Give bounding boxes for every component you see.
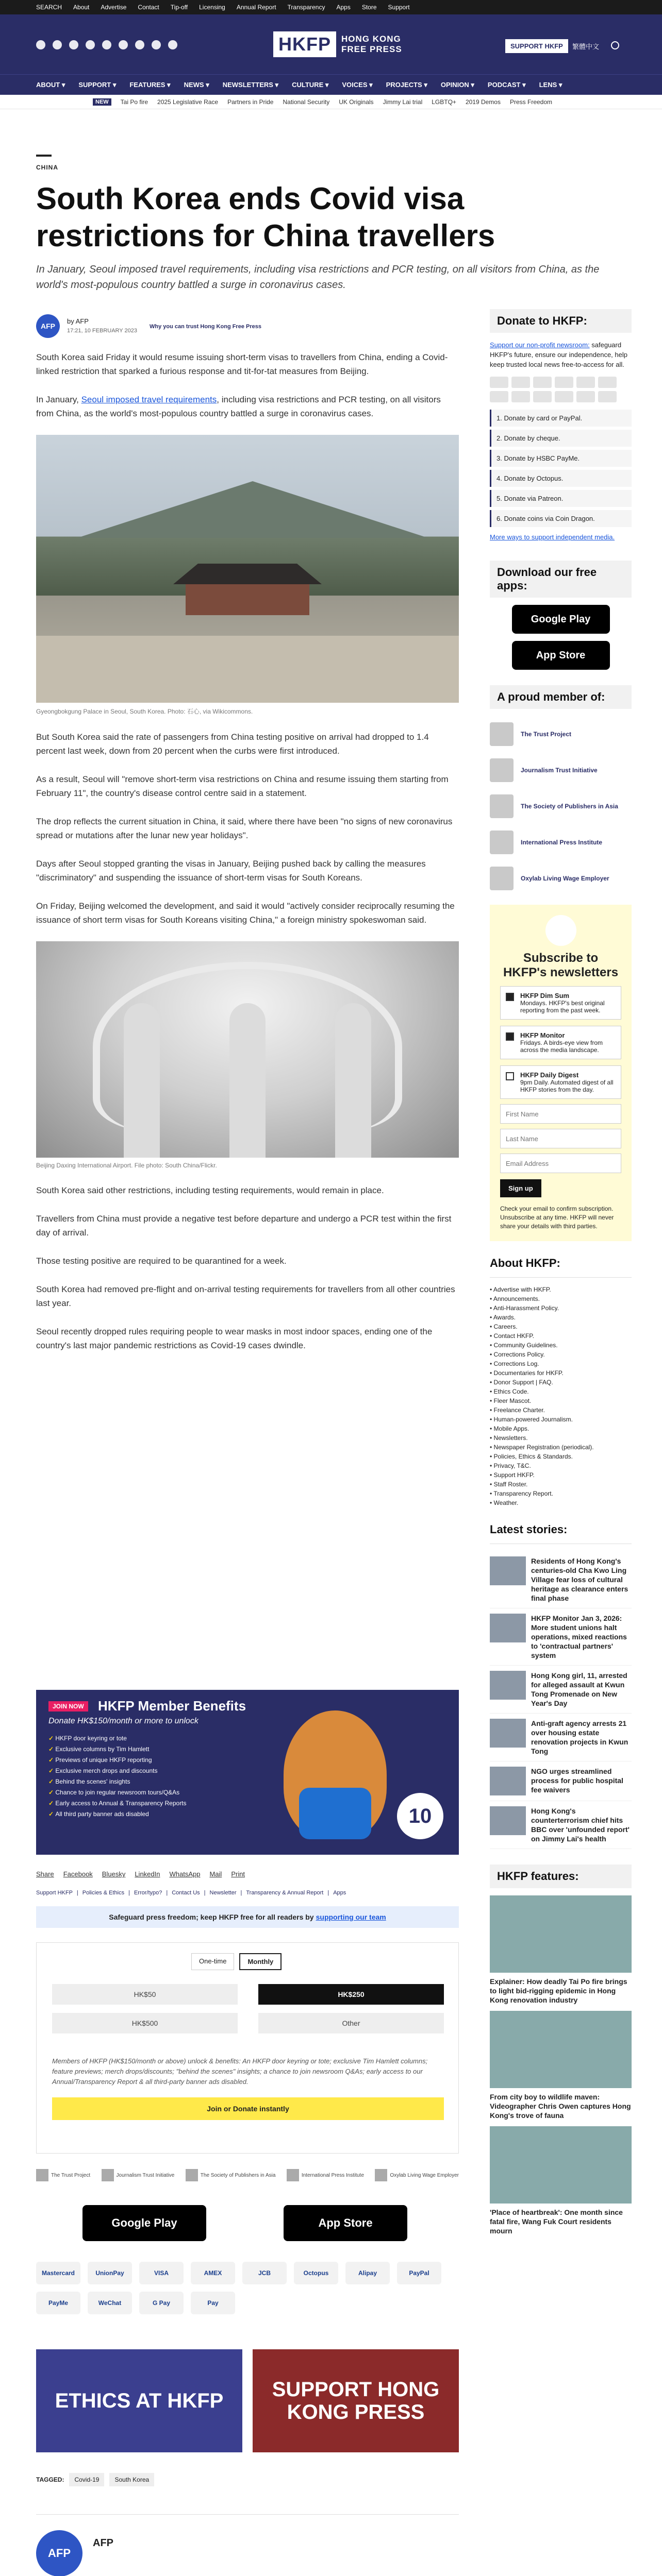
utility-link[interactable]: About (73, 4, 90, 11)
about-link[interactable]: • Weather. (490, 1498, 632, 1507)
member-logo[interactable]: The Society of Publishers in Asia (490, 788, 632, 824)
anniversary-badge: 10 (397, 1793, 443, 1839)
about-link[interactable]: • Donor Support | FAQ. (490, 1378, 632, 1387)
footer-link[interactable]: Error/typo? (134, 1890, 162, 1896)
utility-link[interactable]: Advertise (101, 4, 127, 11)
link-separator: | (240, 1890, 242, 1896)
benefit-item: ✓ Behind the scenes' insights (48, 1776, 187, 1787)
paragraph: South Korea had removed pre-flight and on-arrival testing requirements for travellers from all other countries last year. (36, 1284, 455, 1308)
story-thumbnail (490, 1806, 526, 1835)
first-name-input[interactable] (500, 1104, 621, 1124)
trending-link[interactable]: Partners in Pride (227, 98, 274, 106)
story-title[interactable]: Hong Kong's counterterrorism chief hits BBC over 'unfounded report' on Jimmy Lai's health (531, 1807, 630, 1843)
story-thumbnail (490, 1671, 526, 1700)
paragraph: On Friday, Beijing welcomed the development, and said it would "actively consider reciprocally resuming the issuance of short term visas for South Koreans visiting China," a foreign ministry spokeswoman said. (36, 901, 455, 925)
feature-image[interactable] (490, 1895, 632, 1973)
org-icon (490, 867, 514, 890)
payment-icon: G Pay (139, 2292, 184, 2314)
about-link[interactable]: • Corrections Log. (490, 1359, 632, 1368)
trust-logos (36, 2169, 459, 2181)
newsletter-signup (490, 905, 632, 1241)
logo-icon (36, 2169, 48, 2181)
about-link[interactable]: • Announcements. (490, 1294, 632, 1303)
join-donate-button[interactable]: Join or Donate instantly (52, 2097, 444, 2120)
apps-heading: Download our free apps: (490, 561, 632, 598)
link-separator: | (166, 1890, 168, 1896)
safeguard-banner: Safeguard press freedom; keep HKFP free for all readers by supporting our team (36, 1906, 459, 1928)
payment-icon: Octopus (294, 2262, 338, 2284)
promo-subtitle: Donate HK$150/month or more to unlock (48, 1717, 198, 1725)
tab-monthly[interactable]: Monthly (239, 1953, 282, 1970)
link-separator: | (327, 1890, 329, 1896)
share-link[interactable]: Mail (209, 1870, 222, 1878)
photo-caption: Beijing Daxing International Airport. File photo: South China/Flickr. (36, 1162, 217, 1169)
story-title[interactable]: NGO urges streamlined process for public hospital fee waivers (531, 1767, 623, 1794)
org-icon (490, 831, 514, 854)
logo-icon (186, 2169, 198, 2181)
donate-text: Support our non-profit newsroom: safeguard HKFP's future, ensure our independence, help keep trusted local news free-to-access for all. (490, 341, 627, 368)
share-link[interactable]: Bluesky (102, 1870, 126, 1878)
utility-link[interactable]: Annual Report (236, 4, 276, 11)
donate-option[interactable]: 1. Donate by card or PayPal. (490, 410, 632, 427)
instagram-icon[interactable] (69, 40, 78, 49)
benefit-item: ✓ Chance to join regular newsroom tours/Q&As (48, 1787, 187, 1798)
donation-form (36, 1942, 459, 2154)
member-logo[interactable]: International Press Institute (490, 824, 632, 860)
proud-member-heading: A proud member of: (490, 685, 632, 709)
payment-icon: WeChat (88, 2292, 132, 2314)
about-link[interactable]: • Careers. (490, 1322, 632, 1331)
footer-link[interactable]: Apps (333, 1890, 346, 1896)
logo-text: HONG KONG FREE PRESS (341, 34, 402, 54)
author-avatar-large[interactable]: AFP (36, 2530, 82, 2576)
benefit-item: ✓ Exclusive columns by Tim Hamlett (48, 1744, 187, 1755)
donate-option[interactable]: 2. Donate by cheque. (490, 430, 632, 447)
about-link[interactable]: • Anti-Harassment Policy. (490, 1303, 632, 1313)
share-row (36, 1870, 245, 1878)
org-icon (490, 722, 514, 746)
about-link[interactable]: • Newspaper Registration (periodical). (490, 1443, 632, 1452)
about-link[interactable]: • Human-powered Journalism. (490, 1415, 632, 1424)
trust-logo[interactable]: Journalism Trust Initiative (102, 2169, 175, 2181)
card-icons (490, 377, 632, 402)
paragraph: As a result, Seoul will "remove short-term visa restrictions on China and resume issuing them starting from February 11", the country's disease control centre said in a statement. (36, 774, 449, 798)
about-link[interactable]: • Corrections Policy. (490, 1350, 632, 1359)
about-heading: About HKFP: (490, 1257, 632, 1278)
nav-item[interactable]: NEWS ▾ (184, 81, 209, 89)
about-link[interactable]: • Support HKFP. (490, 1470, 632, 1480)
story-thumbnail (490, 1767, 526, 1795)
trust-logo[interactable]: The Trust Project (36, 2169, 90, 2181)
article-deck: In January, Seoul imposed travel requirements, including visa restrictions and PCR testing, on all visitors from China, as the world's most-populous country battled a surge in coronavirus cases. (36, 264, 600, 291)
facebook-icon[interactable] (36, 40, 45, 49)
about-link[interactable]: • Policies, Ethics & Standards. (490, 1452, 632, 1461)
utility-link[interactable]: Tip-off (170, 4, 188, 11)
more-ways-link[interactable]: More ways to support independent media. (490, 533, 615, 541)
x-icon[interactable] (53, 40, 62, 49)
tag-chip[interactable]: South Korea (109, 2473, 154, 2486)
google-play-button[interactable]: Google Play (82, 2205, 206, 2241)
donate-option[interactable]: 3. Donate by HSBC PayMe. (490, 450, 632, 467)
trust-link[interactable]: Why you can trust Hong Kong Free Press (150, 324, 261, 330)
nav-item[interactable]: LENS ▾ (539, 81, 562, 89)
nav-item[interactable]: OPINION ▾ (440, 81, 474, 89)
paragraph: South Korea said other restrictions, including testing requirements, would remain in place. (36, 1185, 384, 1195)
about-link[interactable]: • Mobile Apps. (490, 1424, 632, 1433)
paragraph: Seoul recently dropped rules requiring people to wear masks in most indoor spaces, ending one of the country's last major pandemic restrictions as Covid-19 cases dwindle. (36, 1327, 433, 1350)
sidebar (490, 309, 632, 2235)
amount-option-selected[interactable]: HK$250 (258, 1984, 444, 2005)
youtube-icon[interactable] (102, 40, 111, 49)
footer-link[interactable]: Newsletter (209, 1890, 237, 1896)
language-switch[interactable]: 繁體中文 (572, 43, 600, 50)
paragraph: South Korea said Friday it would resume issuing short-term visas to travellers from China, ending a Covid-linked restriction that sparked a furious response and tit-for-tat measures from Beijing. (36, 352, 448, 376)
latest-story[interactable] (490, 1714, 632, 1761)
member-logo[interactable]: Oxylab Living Wage Employer (490, 860, 632, 896)
utility-link[interactable]: Apps (336, 4, 351, 11)
latest-story[interactable] (490, 1801, 632, 1849)
masthead (0, 14, 662, 74)
latest-heading: Latest stories: (490, 1523, 632, 1544)
paragraph: The drop reflects the current situation in China, it said, where there have been "no signs of new coronavirus spread or mutations after the lunar new year holidays". (36, 817, 453, 840)
author-name[interactable]: AFP (93, 2537, 113, 2549)
nav-item[interactable]: PROJECTS ▾ (386, 81, 427, 89)
story-title[interactable]: HKFP Monitor Jan 3, 2026: More student unions halt operations, mixed reactions to 'contractual partners' system (531, 1614, 627, 1659)
payment-icon: Pay (191, 2292, 235, 2314)
share-link[interactable]: Share (36, 1870, 54, 1878)
utility-link[interactable]: Store (361, 4, 377, 11)
utility-bar (0, 0, 662, 14)
tab-one-time[interactable]: One-time (191, 1953, 234, 1970)
nav-item[interactable]: VOICES ▾ (342, 81, 373, 89)
trending-link[interactable]: Jimmy Lai trial (383, 98, 423, 106)
footer-link[interactable]: Contact Us (172, 1890, 200, 1896)
paragraph: In January, Seoul imposed travel requirements, including visa restrictions and PCR testing, on all visitors from China, as the world's most-populous country battled a surge in coronavirus cases. (36, 395, 441, 418)
tag-list (36, 2473, 154, 2486)
donate-option[interactable]: 5. Donate via Patreon. (490, 490, 632, 507)
membership-promo[interactable] (36, 1690, 459, 1855)
benefit-item: ✓ Early access to Annual & Transparency Reports (48, 1798, 187, 1809)
ethics-poster[interactable]: ETHICS AT HKFP (36, 2349, 242, 2452)
search-link[interactable]: SEARCH (36, 4, 62, 11)
telegram-icon[interactable] (135, 40, 144, 49)
trending-link[interactable]: 2025 Legislative Race (157, 98, 219, 106)
tag-chip[interactable]: Covid-19 (69, 2473, 104, 2486)
newsletter-option[interactable]: HKFP Monitor Fridays. A birds-eye view from across the media landscape. (500, 1026, 621, 1059)
story-title[interactable]: Residents of Hong Kong's centuries-old Cha Kwo Ling Village fear loss of cultural heritage as clearance enters final phase (531, 1557, 628, 1602)
newsletter-option[interactable]: HKFP Dim Sum Mondays. HKFP's best original reporting from the past week. (500, 986, 621, 1020)
benefit-item: ✓ Exclusive merch drops and discounts (48, 1766, 187, 1776)
nav-item[interactable]: PODCAST ▾ (487, 81, 526, 89)
member-logo[interactable]: The Trust Project (490, 716, 632, 752)
about-link[interactable]: • Staff Roster. (490, 1480, 632, 1489)
about-link[interactable]: • Freelance Charter. (490, 1405, 632, 1415)
footer-link[interactable]: Transparency & Annual Report (246, 1890, 324, 1896)
byline-author[interactable]: by AFP (67, 317, 89, 325)
kicker-rule (36, 155, 52, 157)
about-link[interactable]: • Transparency Report. (490, 1489, 632, 1498)
payment-icon: Mastercard (36, 2262, 80, 2284)
paragraph: Days after Seoul stopped granting the visas in January, Beijing pushed back by calling the measures "discriminatory" and suspending the issuance of short-term visas for South Koreans. (36, 859, 426, 883)
utility-link[interactable]: Transparency (287, 4, 325, 11)
threads-icon[interactable] (86, 40, 95, 49)
social-icons (36, 40, 177, 49)
payment-icon: VISA (139, 2262, 184, 2284)
bluesky-icon[interactable] (152, 40, 161, 49)
trending-link[interactable]: UK Originals (339, 98, 374, 106)
footer-link[interactable]: Support HKFP (36, 1890, 73, 1896)
latest-story[interactable] (490, 1666, 632, 1714)
paragraph: Those testing positive are required to be quarantined for a week. (36, 1256, 287, 1266)
last-name-input[interactable] (500, 1129, 621, 1148)
member-logo[interactable]: Journalism Trust Initiative (490, 752, 632, 788)
payment-icon: PayPal (397, 2262, 441, 2284)
mascot-illustration (284, 1710, 387, 1839)
trending-link[interactable]: Press Freedom (509, 98, 553, 106)
latest-story[interactable] (490, 1551, 632, 1608)
benefit-list (48, 1733, 187, 1820)
article-body (36, 350, 459, 1367)
email-input[interactable] (500, 1154, 621, 1173)
amount-other[interactable]: Other (258, 2013, 444, 2033)
benefit-item: ✓ All third party banner ads disabled (48, 1809, 187, 1820)
logo-icon (375, 2169, 387, 2181)
share-link[interactable]: LinkedIn (135, 1870, 160, 1878)
org-icon (490, 758, 514, 782)
trending-bar (0, 95, 662, 109)
story-title[interactable]: Anti-graft agency arrests 21 over housing estate renovation projects in Kwun Tong (531, 1719, 628, 1755)
features-heading: HKFP features: (490, 1865, 632, 1888)
main-nav (0, 74, 662, 95)
support-poster[interactable]: SUPPORT HONG KONG PRESS (253, 2349, 459, 2452)
share-link[interactable]: Print (231, 1870, 245, 1878)
footer-link[interactable]: Policies & Ethics (82, 1890, 125, 1896)
new-badge: NEW (93, 98, 111, 106)
newsletter-option[interactable]: HKFP Daily Digest 9pm Daily. Automated digest of all HKFP stories from the day. (500, 1065, 621, 1099)
paragraph: Travellers from China must provide a negative test before departure and undergo a PCR test within the first day of arrival. (36, 1214, 452, 1238)
airport-photo (36, 941, 459, 1158)
feature-title[interactable]: 'Place of heartbreak': One month since fatal fire, Wang Fuk Court residents mourn (490, 2208, 623, 2235)
payment-icon: PayMe (36, 2292, 80, 2314)
palace-photo (36, 435, 459, 703)
story-title[interactable]: Hong Kong girl, 11, arrested for alleged assault at Kwun Tong Promenade on New Year's Day (531, 1671, 627, 1707)
tagged-label: TAGGED: (36, 2476, 64, 2483)
trust-logo[interactable]: Oxylab Living Wage Employer (375, 2169, 459, 2181)
donate-option[interactable]: 6. Donate coins via Coin Dragon. (490, 510, 632, 527)
membership-note: Members of HKFP (HK$150/month or above) unlock & benefits: An HKFP door keyring or tote; exclusive Tim Hamlett columns; feature previews; merch drops/discounts; "behind the scenes" insights; a chance to join newsroom Q&As; early access to our Annual/Transparency Report & all third-party banner ads disabled. (52, 2057, 428, 2086)
search-icon[interactable] (611, 41, 619, 49)
trending-link[interactable]: Tai Po fire (120, 98, 148, 106)
nav-item[interactable]: ABOUT ▾ (36, 81, 65, 89)
about-link[interactable]: • Advertise with HKFP. (490, 1285, 632, 1294)
article-title: South Korea ends Covid visa restrictions for China travellers (36, 181, 495, 253)
author-box (36, 2514, 459, 2576)
share-link[interactable]: WhatsApp (169, 1870, 201, 1878)
app-store-buttons (36, 2205, 459, 2241)
inline-link[interactable]: Seoul imposed travel requirements (81, 395, 217, 404)
about-link[interactable]: • Newsletters. (490, 1433, 632, 1443)
logo-mark: HKFP (273, 31, 336, 57)
category-kicker[interactable]: CHINA (36, 164, 58, 171)
footer-links (36, 1890, 346, 1896)
utility-link[interactable]: Contact (138, 4, 159, 11)
trust-logo[interactable]: The Society of Publishers in Asia (186, 2169, 276, 2181)
publish-date: 17:21, 10 FEBRUARY 2023 (67, 328, 137, 334)
benefit-item: ✓ Previews of unique HKFP reporting (48, 1755, 187, 1766)
paragraph: But South Korea said the rate of passengers from China testing positive on arrival had dropped to 1.4 percent last week, down from 20 percent when the curbs were first introduced. (36, 732, 429, 756)
donate-option[interactable]: 4. Donate by Octopus. (490, 470, 632, 487)
trending-link[interactable]: National Security (283, 98, 330, 106)
story-thumbnail (490, 1719, 526, 1748)
story-thumbnail (490, 1614, 526, 1642)
about-link[interactable]: • Fleer Mascot. (490, 1396, 632, 1405)
join-badge[interactable]: JOIN NOW (48, 1701, 88, 1711)
latest-story[interactable] (490, 1608, 632, 1666)
feature-title[interactable]: From city boy to wildlife maven: Videographer Chris Owen captures Hong Kong's trove of fauna (490, 2093, 631, 2120)
envelope-icon (545, 915, 576, 946)
linkedin-icon[interactable] (119, 40, 128, 49)
nav-item[interactable]: CULTURE ▾ (292, 81, 329, 89)
payment-icon: UnionPay (88, 2262, 132, 2284)
about-link[interactable]: • Community Guidelines. (490, 1341, 632, 1350)
photo-caption: Gyeongbokgung Palace in Seoul, South Korea. Photo: 石心, via Wikicommons. (36, 708, 253, 715)
latest-story[interactable] (490, 1761, 632, 1801)
donate-heading: Donate to HKFP: (490, 309, 632, 333)
signup-button[interactable]: Sign up (500, 1179, 541, 1197)
about-link[interactable]: • Contact HKFP. (490, 1331, 632, 1341)
trending-link[interactable]: 2019 Demos (465, 98, 501, 106)
about-link[interactable]: • Awards. (490, 1313, 632, 1322)
promo-posters (36, 2349, 459, 2452)
site-logo[interactable] (273, 30, 402, 59)
author-avatar[interactable]: AFP (36, 314, 60, 338)
app-store-button[interactable]: App Store (512, 641, 610, 670)
about-link[interactable]: • Documentaries for HKFP. (490, 1368, 632, 1378)
story-thumbnail (490, 1556, 526, 1585)
feature-title[interactable]: Explainer: How deadly Tai Po fire brings to light bid-rigging epidemic in Hong Kong renovation industry (490, 1977, 627, 2004)
amount-option[interactable]: HK$500 (52, 2013, 238, 2033)
nav-item[interactable]: SUPPORT ▾ (78, 81, 117, 89)
mastodon-icon[interactable] (168, 40, 177, 49)
newsletter-heading: Subscribe to HKFP's newsletters (503, 951, 619, 979)
payment-methods (36, 2262, 459, 2314)
org-icon (490, 794, 514, 818)
link-separator: | (76, 1890, 78, 1896)
feature-image[interactable] (490, 2011, 632, 2088)
nav-item[interactable]: FEATURES ▾ (129, 81, 171, 89)
feature-image[interactable] (490, 2126, 632, 2204)
trending-link[interactable]: LGBTQ+ (432, 98, 456, 106)
newsletter-fineprint: Check your email to confirm subscription. Unsubscribe at any time. HKFP will never share your details with third parties. (500, 1205, 614, 1230)
nav-item[interactable]: NEWSLETTERS ▾ (222, 81, 279, 89)
trust-logo[interactable]: International Press Institute (287, 2169, 364, 2181)
logo-icon (102, 2169, 114, 2181)
about-list (490, 1285, 632, 1507)
promo-title: HKFP Member Benefits (98, 1698, 246, 1714)
support-hkfp-button[interactable]: SUPPORT HKFP (505, 39, 568, 53)
link-separator: | (204, 1890, 206, 1896)
google-play-button[interactable]: Google Play (512, 605, 610, 634)
payment-icon: JCB (242, 2262, 287, 2284)
share-link[interactable]: Facebook (63, 1870, 93, 1878)
support-team-link[interactable]: supporting our team (316, 1913, 386, 1921)
link-separator: | (128, 1890, 130, 1896)
benefit-item: ✓ HKFP door keyring or tote (48, 1733, 187, 1744)
app-store-button[interactable]: App Store (284, 2205, 407, 2241)
payment-icon: AMEX (191, 2262, 235, 2284)
byline (36, 314, 459, 340)
utility-link[interactable]: Support (388, 4, 410, 11)
utility-link[interactable]: Licensing (199, 4, 225, 11)
about-link[interactable]: • Ethics Code. (490, 1387, 632, 1396)
about-link[interactable]: • Privacy, T&C. (490, 1461, 632, 1470)
logo-icon (287, 2169, 299, 2181)
amount-option[interactable]: HK$50 (52, 1984, 238, 2005)
payment-icon: Alipay (345, 2262, 390, 2284)
